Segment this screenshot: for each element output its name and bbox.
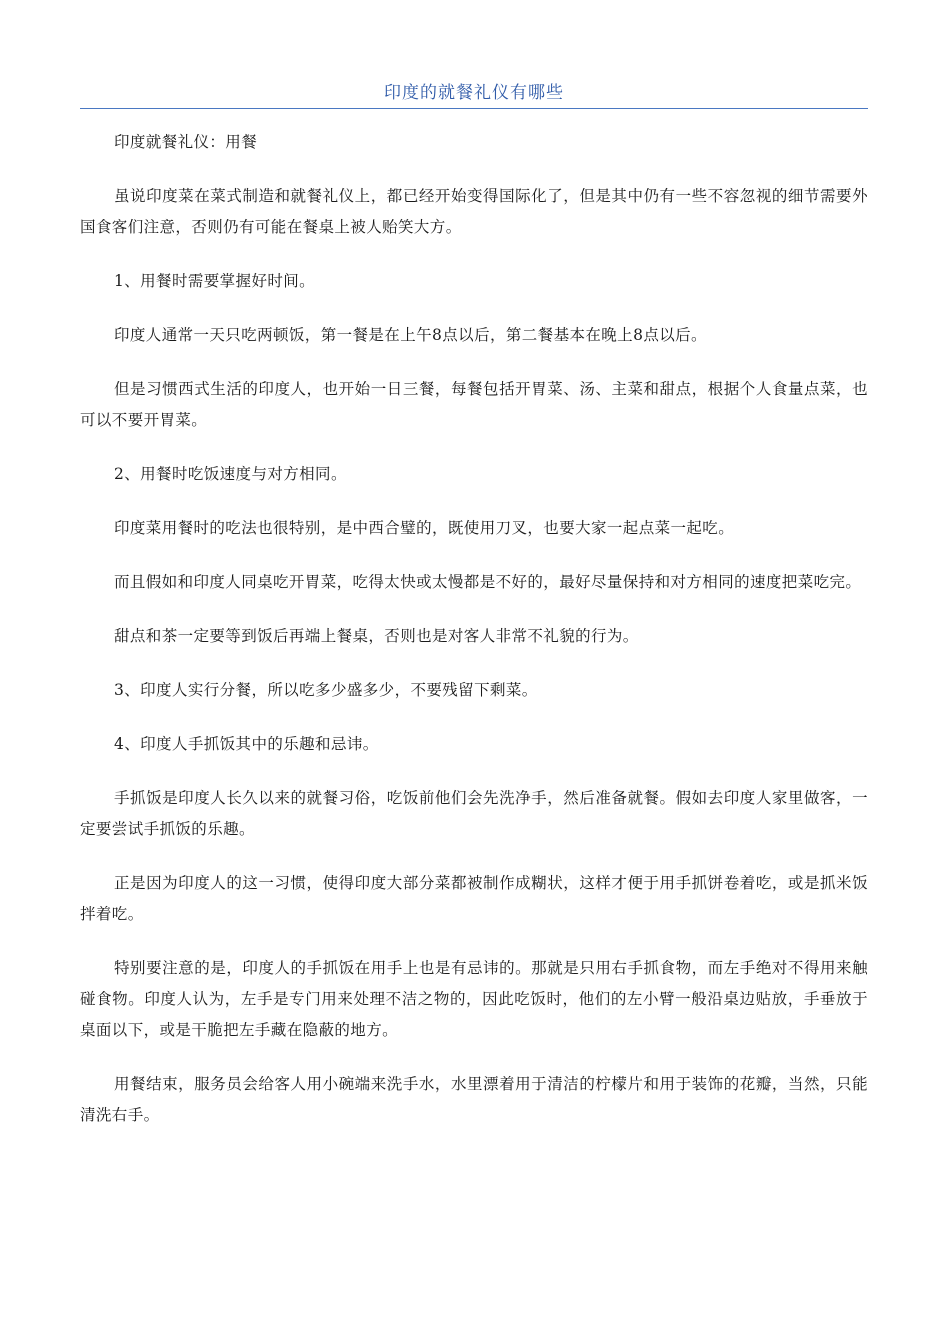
- paragraph: 手抓饭是印度人长久以来的就餐习俗，吃饭前他们会先洗净手，然后准备就餐。假如去印度人家里做客，一定要尝试手抓饭的乐趣。: [80, 789, 868, 838]
- paragraph: 特别要注意的是，印度人的手抓饭在用手上也是有忌讳的。那就是只用右手抓食物，而左手绝对不得用来触碰食物。印度人认为，左手是专门用来处理不洁之物的，因此吃饭时，他们的左小臂一般沿桌边贴放，手垂放于桌面以下，或是干脆把左手藏在隐蔽的地方。: [80, 959, 868, 1039]
- list-heading-4: 4、印度人手抓饭其中的乐趣和忌讳。: [114, 735, 379, 753]
- paragraph: 甜点和茶一定要等到饭后再端上餐桌，否则也是对客人非常不礼貌的行为。: [114, 627, 639, 645]
- paragraph: 用餐结束，服务员会给客人用小碗端来洗手水，水里漂着用于清洁的柠檬片和用于装饰的花瓣，当然，只能清洗右手。: [80, 1075, 868, 1124]
- paragraph: 正是因为印度人的这一习惯，使得印度大部分菜都被制作成糊状，这样才便于用手抓饼卷着吃，或是抓米饭拌着吃。: [80, 874, 868, 923]
- title-divider: [80, 108, 868, 109]
- document-title: 印度的就餐礼仪有哪些: [384, 83, 564, 103]
- paragraph: 而且假如和印度人同桌吃开胃菜，吃得太快或太慢都是不好的，最好尽量保持和对方相同的速度把菜吃完。: [114, 573, 862, 591]
- document-body: [80, 127, 868, 1154]
- paragraph: 印度人通常一天只吃两顿饭，第一餐是在上午8点以后，第二餐基本在晚上8点以后。: [114, 326, 707, 344]
- paragraph: 但是习惯西式生活的印度人，也开始一日三餐，每餐包括开胃菜、汤、主菜和甜点，根据个人食量点菜，也可以不要开胃菜。: [80, 380, 868, 429]
- paragraph: 虽说印度菜在菜式制造和就餐礼仪上，都已经开始变得国际化了，但是其中仍有一些不容忽视的细节需要外国食客们注意，否则仍有可能在餐桌上被人贻笑大方。: [80, 187, 868, 236]
- list-heading-3: 3、印度人实行分餐，所以吃多少盛多少，不要残留下剩菜。: [114, 681, 538, 699]
- list-heading-1: 1、用餐时需要掌握好时间。: [114, 272, 316, 290]
- section-heading: 印度就餐礼仪：用餐: [114, 133, 258, 151]
- list-heading-2: 2、用餐时吃饭速度与对方相同。: [114, 465, 347, 483]
- paragraph: 印度菜用餐时的吃法也很特别，是中西合璧的，既使用刀叉，也要大家一起点菜一起吃。: [114, 519, 735, 537]
